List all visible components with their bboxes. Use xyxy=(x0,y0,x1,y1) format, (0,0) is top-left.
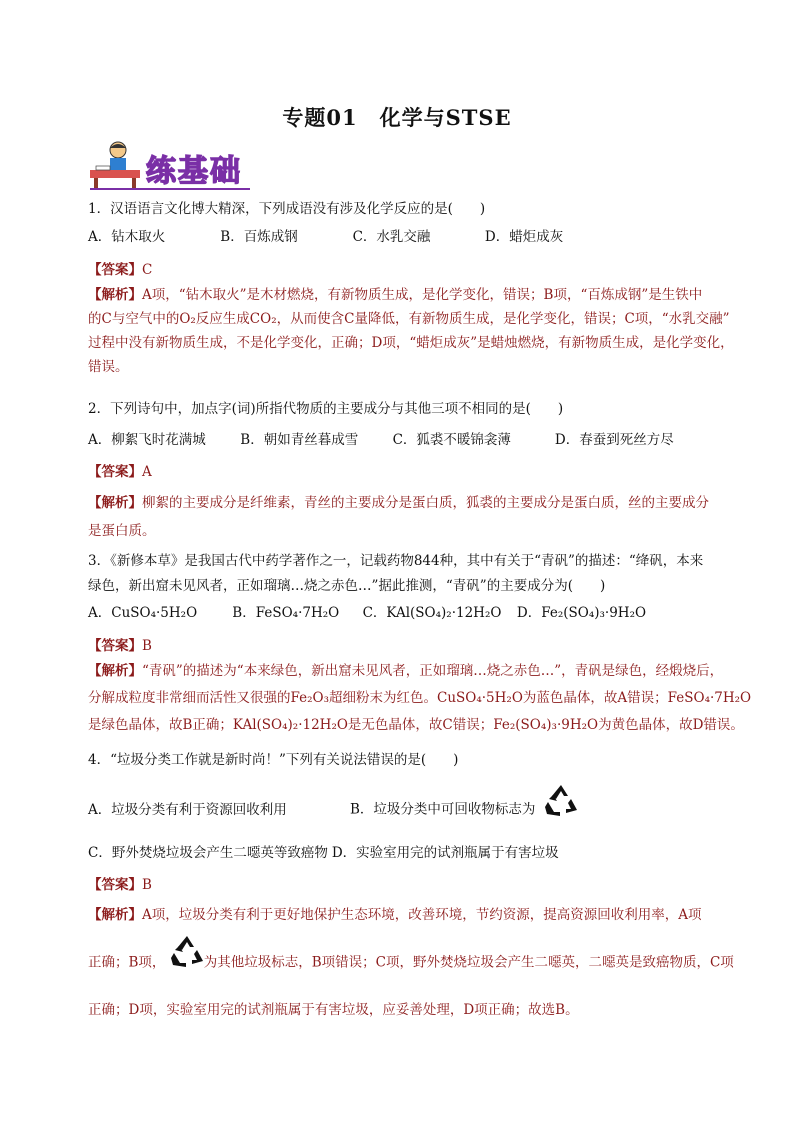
q4-explanation-line: 【解析】A项，垃圾分类有利于更好地保护生态环境，改善环境，节约资源，提高资源回收利用率，A项 xyxy=(88,907,702,923)
practice-banner xyxy=(88,140,258,192)
q4-stem: 4．“垃圾分类工作就是新时尚！”下列有关说法错误的是( ) xyxy=(88,752,459,768)
q1-stem: 1．汉语语言文化博大精深，下列成语没有涉及化学反应的是( ) xyxy=(88,201,486,217)
q1-explanation-line: 过程中没有新物质生成，不是化学变化，正确；D项，“蜡炬成灰”是蜡烛燃烧，有新物质生成，是化学变化， xyxy=(88,335,734,351)
q2-option-c: C．狐裘不暖锦衾薄 xyxy=(392,432,511,448)
answer-value: B xyxy=(142,638,152,654)
recycle-triangle-icon xyxy=(170,934,204,974)
q2-options xyxy=(88,430,748,450)
banner-text: 练基础 xyxy=(146,154,242,189)
q1-option-a: A．钻木取火 xyxy=(88,229,166,245)
q2-option-a: A．柳絮飞时花满城 xyxy=(88,432,206,448)
q1-explanation-line: 错误。 xyxy=(88,359,129,375)
answer-value: C xyxy=(142,262,153,278)
q1-answer xyxy=(88,260,748,280)
explanation-tag: 【解析】 xyxy=(88,495,142,511)
q4-answer xyxy=(88,875,748,895)
answer-value: A xyxy=(142,464,152,480)
answer-tag: 【答案】 xyxy=(88,638,142,654)
q3-explanation-line: 是绿色晶体，故B正确；KAl(SO₄)₂·12H₂O是无色晶体，故C错误；Fe₂(SO₄)₃·9H₂O为黄色晶体，故D错误。 xyxy=(88,717,744,733)
answer-value: B xyxy=(142,877,152,893)
page-title: 专题01 化学与STSE xyxy=(282,105,512,130)
q1-option-d: D．蜡炬成灰 xyxy=(484,229,564,245)
q2-option-b: B．朝如青丝暮成雪 xyxy=(240,432,359,448)
q1-explanation-line: 【解析】A项，“钻木取火”是木材燃烧，有新物质生成，是化学变化，错误；B项，“百炼成钢”是生铁中 xyxy=(88,287,703,303)
q1-explanation-line: 的C与空气中的O₂反应生成CO₂，从而使含C量降低，有新物质生成，是化学变化，错误；C项，“水乳交融” xyxy=(88,311,730,327)
q3-explanation-line: 【解析】“青矾”的描述为“本来绿色，新出窟未见风者，正如瑠璃…烧之赤色…”，青矾是绿色，经煅烧后， xyxy=(88,663,724,679)
q3-option-b: B．FeSO₄·7H₂O xyxy=(232,605,340,621)
q2-explanation-line: 【解析】柳絮的主要成分是纤维素，青丝的主要成分是蛋白质，狐裘的主要成分是蛋白质，丝的主要成分 xyxy=(88,495,709,511)
q3-options xyxy=(88,603,748,623)
answer-tag: 【答案】 xyxy=(88,464,142,480)
q4-options-row1 xyxy=(88,797,748,823)
answer-tag: 【答案】 xyxy=(88,262,142,278)
recycle-triangle-icon xyxy=(544,783,578,823)
q3-stem-line: 绿色，新出窟未见风者，正如瑠璃…烧之赤色…”据此推测，“青矾”的主要成分为( ) xyxy=(88,578,606,594)
q1-option-b: B．百炼成钢 xyxy=(220,229,298,245)
answer-tag: 【答案】 xyxy=(88,877,142,893)
q2-option-d: D．春蚕到死丝方尽 xyxy=(554,432,674,448)
q4-option-b: B．垃圾分类中可回收物标志为 xyxy=(350,801,536,818)
q1-option-c: C．水乳交融 xyxy=(352,229,431,245)
q4-explanation-line: 正确；B项， 为其他垃圾标志，B项错误；C项，野外焚烧垃圾会产生二噁英，二噁英是致癌物质，C项 xyxy=(88,952,748,974)
q4-explanation-line: 正确；D项，实验室用完的试剂瓶属于有害垃圾，应妥善处理，D项正确；故选B。 xyxy=(88,1002,579,1018)
explanation-tag: 【解析】 xyxy=(88,663,142,679)
q3-option-d: D．Fe₂(SO₄)₃·9H₂O xyxy=(516,605,647,621)
q1-options xyxy=(88,227,748,247)
q3-stem-line: 3．《新修本草》是我国古代中药学著作之一，记载药物844种，其中有关于“青矾”的描述：“绛矾，本来 xyxy=(88,553,704,569)
explanation-tag: 【解析】 xyxy=(88,287,142,303)
explanation-tag: 【解析】 xyxy=(88,907,142,923)
q3-option-c: C．KAl(SO₄)₂·12H₂O xyxy=(362,605,502,621)
q3-answer xyxy=(88,636,748,656)
q3-explanation-line: 分解成粒度非常细而活性又很强的Fe₂O₃超细粉末为红色。CuSO₄·5H₂O为蓝色晶体，故A错误；FeSO₄·7H₂O xyxy=(88,690,752,706)
q2-answer xyxy=(88,462,748,482)
q4-option-d: D．实验室用完的试剂瓶属于有害垃圾 xyxy=(331,845,559,861)
q4-options-row2 xyxy=(88,843,748,863)
q2-explanation-line: 是蛋白质。 xyxy=(88,523,156,539)
q3-option-a: A．CuSO₄·5H₂O xyxy=(88,605,198,621)
q4-option-a: A．垃圾分类有利于资源回收利用 xyxy=(88,801,287,818)
q2-stem: 2．下列诗句中，加点字(词)所指代物质的主要成分与其他三项不相同的是( ) xyxy=(88,401,564,417)
q4-option-c: C．野外焚烧垃圾会产生二噁英等致癌物 xyxy=(88,845,328,861)
